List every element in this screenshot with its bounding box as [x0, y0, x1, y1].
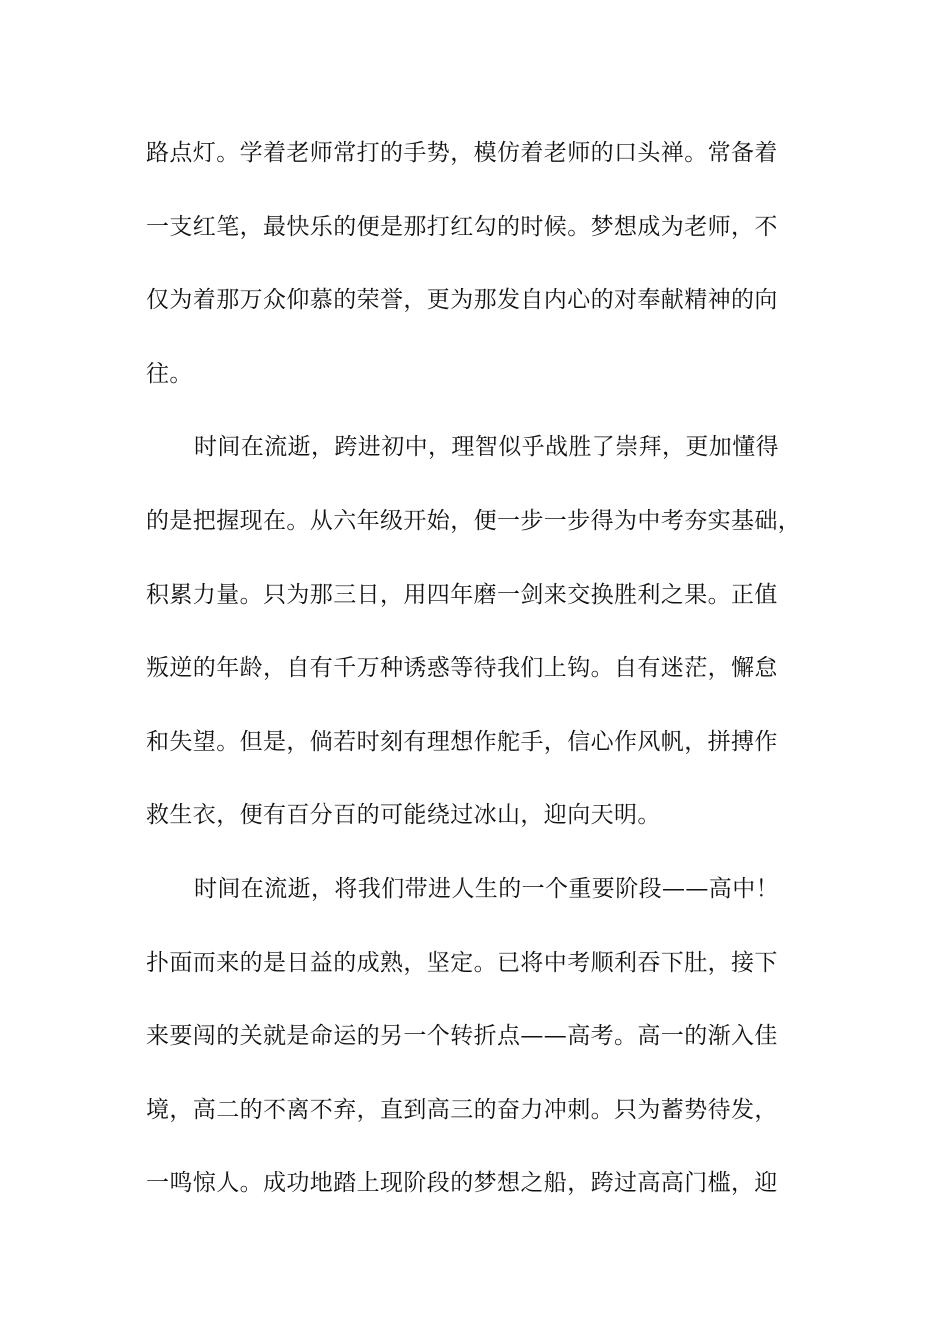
text-line: 积累力量。只为那三日，用四年磨一剑来交换胜利之果。正值: [146, 581, 778, 608]
text-line: 路点灯。学着老师常打的手势，模仿着老师的口头禅。常备着: [146, 140, 778, 166]
document-body: [146, 130, 836, 1234]
text-line: 一鸣惊人。成功地踏上现阶段的梦想之船，跨过高高门槛，迎: [146, 1170, 778, 1197]
paragraph-start-line: 时间在流逝，将我们带进人生的一个重要阶段——高中！: [194, 875, 779, 902]
text-line: 境，高二的不离不弃，直到高三的奋力冲刺。只为蓄势待发，: [146, 1096, 778, 1123]
text-line: 救生衣，便有百分百的可能绕过冰山，迎向天明。: [146, 802, 661, 829]
text-line: 扑面而来的是日益的成熟，坚定。已将中考顺利吞下肚，接下: [146, 949, 778, 976]
text-line: 往。: [146, 360, 193, 387]
text-line: 来要闯的关就是命运的另一个转折点——高考。高一的渐入佳: [146, 1023, 778, 1050]
text-line: 的是把握现在。从六年级开始，便一步一步得为中考夯实基础，: [146, 507, 802, 534]
text-line: 和失望。但是，倘若时刻有理想作舵手，信心作风帆，拼搏作: [146, 728, 778, 755]
text-line: 仅为着那万众仰慕的荣誉，更为那发自内心的对奉献精神的向: [146, 287, 778, 314]
text-line: 叛逆的年龄，自有千万种诱惑等待我们上钩。自有迷茫，懈怠: [146, 655, 778, 682]
text-line: 一支红笔，最快乐的便是那打红勾的时候。梦想成为老师，不: [146, 213, 778, 240]
paragraph-start-line: 时间在流逝，跨进初中，理智似乎战胜了崇拜，更加懂得: [194, 434, 779, 461]
